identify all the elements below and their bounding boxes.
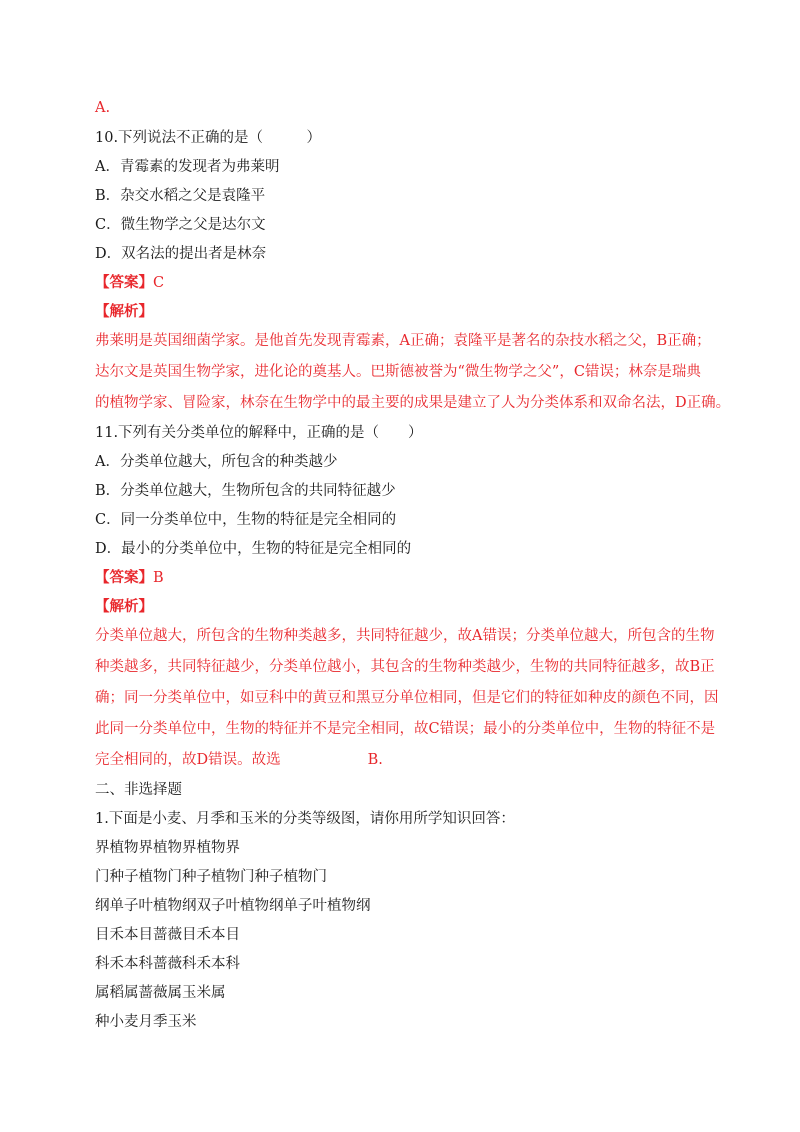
section-heading: 二、非选择题: [95, 782, 182, 798]
q10-option-a: A．青霉素的发现者为弗莱明: [95, 159, 280, 175]
question-10: 10.下列说法不正确的是（ ）: [95, 130, 322, 146]
classification-row-phylum: 门种子植物门种子植物门种子植物门: [95, 869, 327, 885]
q11-analysis-line-5: 完全相同的，故D错误。故选 B.: [95, 752, 383, 768]
q11-analysis-label: 【解析】: [95, 598, 153, 615]
classification-row-class: 纲单子叶植物纲双子叶植物纲单子叶植物纲: [95, 898, 371, 914]
answer-value: B: [153, 570, 164, 586]
classification-row-order: 目禾本目蔷薇目禾本目: [95, 927, 240, 943]
classification-row-species: 种小麦月季玉米: [95, 1014, 197, 1030]
q10-analysis-line-3: 的植物学家、冒险家，林奈在生物学中的最主要的成果是建立了人为分类体系和双命名法，D正确。: [95, 395, 731, 411]
q10-analysis-line-2: 达尔文是英国生物学家，进化论的奠基人。巴斯德被誉为“微生物学之父”，C错误；林奈是瑞典: [95, 364, 701, 380]
q11-analysis-line-3: 确；同一分类单位中，如豆科中的黄豆和黑豆分单位相同，但是它们的特征如种皮的颜色不同，因: [95, 690, 719, 706]
q10-analysis-line-1: 弗莱明是英国细菌学家。是他首先发现青霉素，A正确；袁隆平是著名的杂技水稻之父，B正确；: [95, 333, 711, 349]
q11-analysis-line-1: 分类单位越大，所包含的生物种类越多，共同特征越少，故A错误；分类单位越大，所包含的生物: [95, 628, 715, 644]
q11-analysis-line-4: 此同一分类单位中，生物的特征并不是完全相同，故C错误；最小的分类单位中，生物的特征不是: [95, 721, 716, 737]
answer-label: 【答案】: [95, 569, 153, 586]
q10-analysis-label: 【解析】: [95, 303, 153, 320]
q11-option-a: A．分类单位越大，所包含的种类越少: [95, 454, 338, 470]
classification-row-kingdom: 界植物界植物界植物界: [95, 840, 240, 856]
answer-value: C: [153, 275, 165, 291]
q10-option-c: C．微生物学之父是达尔文: [95, 217, 266, 233]
q10-option-d: D．双名法的提出者是林奈: [95, 246, 267, 262]
q1-prompt: 1.下面是小麦、月季和玉米的分类等级图，请你用所学知识回答：: [95, 811, 515, 827]
q11-answer: [95, 568, 164, 588]
previous-answer-fragment: A.: [95, 100, 111, 116]
q10-answer: [95, 273, 164, 293]
classification-row-family: 科禾本科蔷薇科禾本科: [95, 956, 240, 972]
q11-option-c: C．同一分类单位中，生物的特征是完全相同的: [95, 512, 397, 528]
q11-option-d: D．最小的分类单位中，生物的特征是完全相同的: [95, 541, 412, 557]
q10-option-b: B．杂交水稻之父是袁隆平: [95, 188, 266, 204]
answer-label: 【答案】: [95, 274, 153, 291]
question-11: 11.下列有关分类单位的解释中，正确的是（ ）: [95, 425, 423, 441]
q11-analysis-line-2: 种类越多，共同特征越少，分类单位越小，其包含的生物种类越少，生物的共同特征越多，故B正: [95, 659, 715, 675]
q11-option-b: B．分类单位越大，生物所包含的共同特征越少: [95, 483, 396, 499]
classification-row-genus: 属稻属蔷薇属玉米属: [95, 985, 226, 1001]
